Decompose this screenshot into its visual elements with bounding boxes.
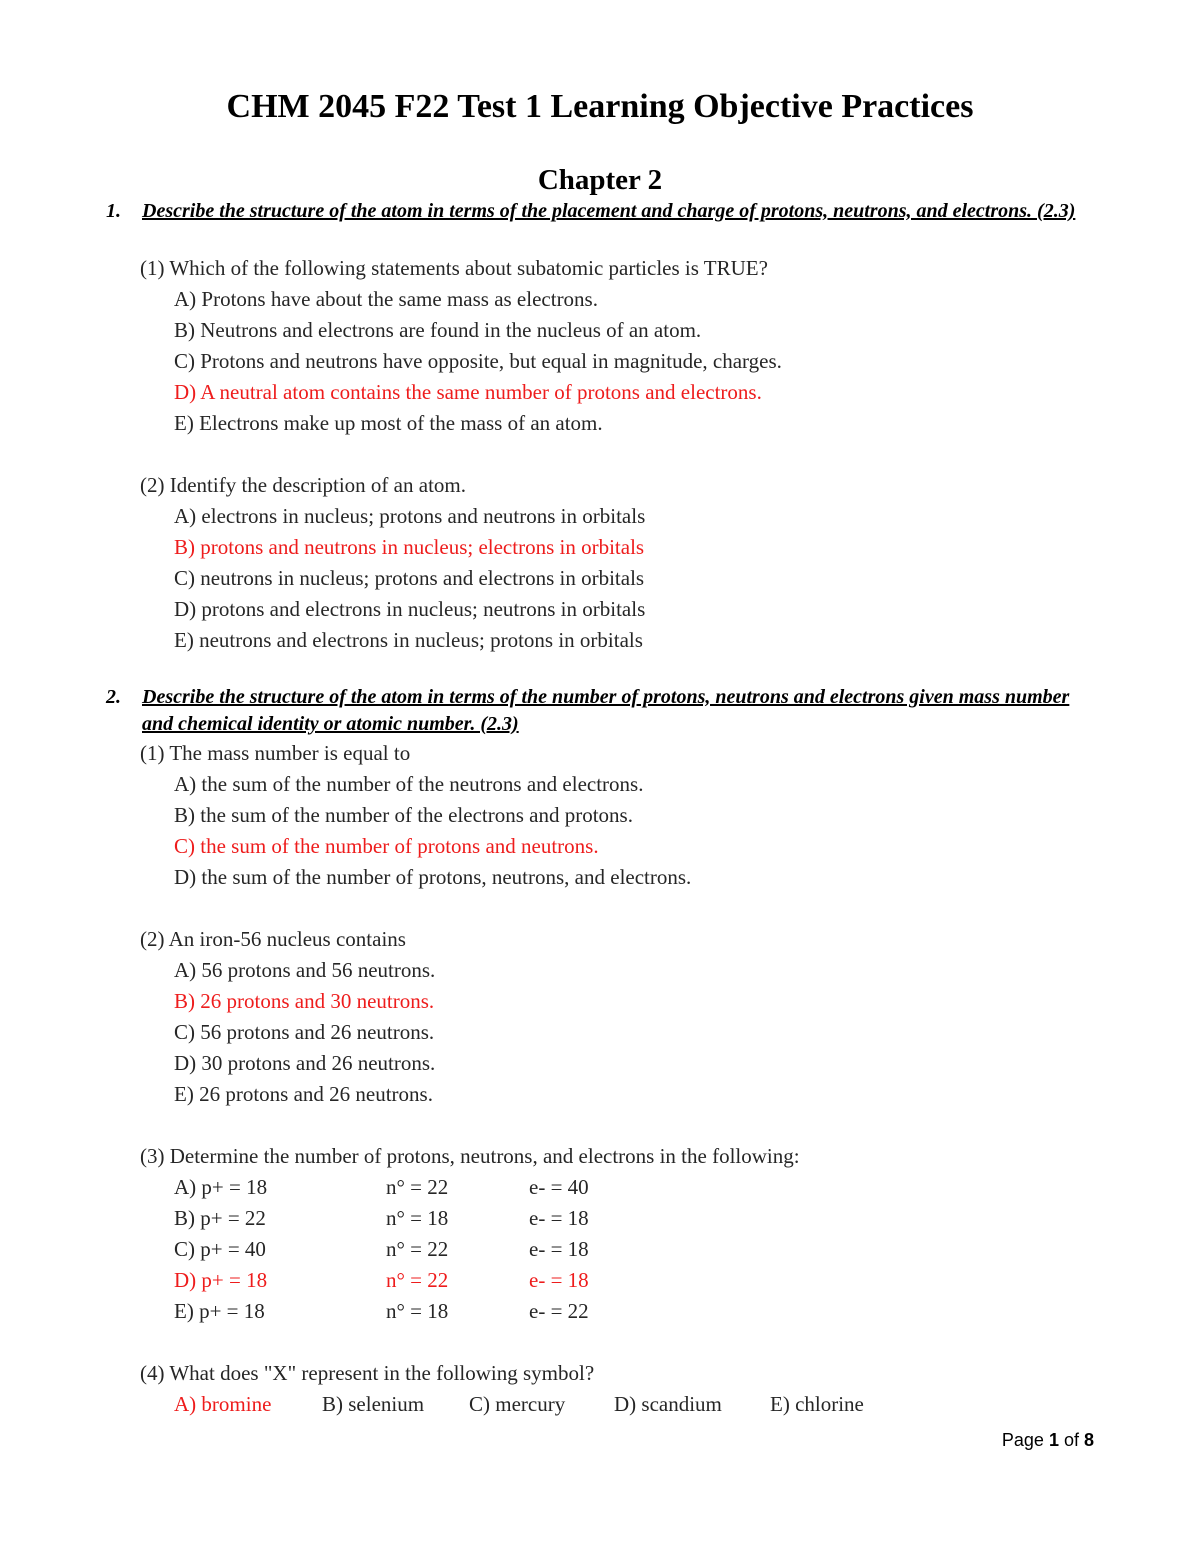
answer-option: D) 30 protons and 26 neutrons. (174, 1051, 436, 1075)
neutrons-cell: n° = 18 (386, 1206, 449, 1230)
protons-cell: B) p+ = 22 (174, 1206, 266, 1230)
electrons-cell: e- = 18 (529, 1206, 589, 1230)
protons-cell: C) p+ = 40 (174, 1237, 266, 1261)
page-footer (1002, 1430, 1094, 1451)
answer-option: E) neutrons and electrons in nucleus; protons in orbitals (174, 628, 643, 652)
question-prompt: (1) The mass number is equal to (140, 741, 411, 765)
answer-option: A) Protons have about the same mass as electrons. (174, 287, 598, 311)
question-prompt: (4) What does "X" represent in the following symbol? (140, 1361, 595, 1385)
question-prompt: (3) Determine the number of protons, neutrons, and electrons in the following: (140, 1144, 800, 1168)
answer-option: C) mercury (469, 1392, 566, 1416)
neutrons-cell: n° = 22 (386, 1268, 449, 1292)
answer-option: D) the sum of the number of protons, neutrons, and electrons. (174, 865, 692, 889)
electrons-cell: e- = 22 (529, 1299, 589, 1323)
correct-answer-option: D) A neutral atom contains the same number of protons and electrons. (174, 380, 762, 404)
correct-answer-option: B) protons and neutrons in nucleus; electrons in orbitals (174, 535, 645, 559)
objective-number: 2. (106, 686, 121, 708)
correct-answer-option: C) the sum of the number of protons and neutrons. (174, 834, 599, 858)
question-prompt: (2) An iron-56 nucleus contains (140, 927, 406, 951)
correct-answer-option: A) bromine (174, 1392, 272, 1416)
document-title: CHM 2045 F22 Test 1 Learning Objective Practices (226, 88, 974, 125)
answer-option: C) neutrons in nucleus; protons and electrons in orbitals (174, 566, 645, 590)
neutrons-cell: n° = 18 (386, 1299, 449, 1323)
neutrons-cell: n° = 22 (386, 1237, 449, 1261)
objective-text: Describe the structure of the atom in terms of the number of protons, neutrons and electrons given mass number and chemical identity or atomic number. (2.3) (142, 686, 1070, 735)
answer-option: A) electrons in nucleus; protons and neutrons in orbitals (174, 504, 646, 528)
answer-option: B) Neutrons and electrons are found in the nucleus of an atom. (174, 318, 702, 342)
answer-option: D) scandium (614, 1392, 722, 1416)
protons-cell: A) p+ = 18 (174, 1175, 268, 1199)
page-of: of (1058, 1430, 1084, 1450)
electrons-cell: e- = 18 (529, 1268, 589, 1292)
electrons-cell: e- = 18 (529, 1237, 589, 1261)
page-number: 1 (1048, 1430, 1059, 1450)
answer-option: B) the sum of the number of the electrons and protons. (174, 803, 633, 827)
protons-cell: E) p+ = 18 (174, 1299, 265, 1323)
protons-cell: D) p+ = 18 (174, 1268, 268, 1292)
correct-answer-option: B) 26 protons and 30 neutrons. (174, 989, 435, 1013)
objective-text: Describe the structure of the atom in terms of the placement and charge of protons, neutrons, and electrons. (2.3) (142, 200, 1076, 222)
answer-option: D) protons and electrons in nucleus; neutrons in orbitals (174, 597, 646, 621)
page-total: 8 (1083, 1430, 1094, 1450)
answer-option: B) selenium (322, 1392, 425, 1416)
answer-option: C) 56 protons and 26 neutrons. (174, 1020, 435, 1044)
chapter-heading: Chapter 2 (537, 164, 663, 196)
answer-option: C) Protons and neutrons have opposite, but equal in magnitude, charges. (174, 349, 782, 373)
neutrons-cell: n° = 22 (386, 1175, 449, 1199)
answer-option: A) the sum of the number of the neutrons and electrons. (174, 772, 644, 796)
answer-option: E) chlorine (770, 1392, 864, 1416)
answer-option: A) 56 protons and 56 neutrons. (174, 958, 436, 982)
answer-option: E) 26 protons and 26 neutrons. (174, 1082, 433, 1106)
page-prefix: Page (1001, 1430, 1049, 1450)
objective-number: 1. (106, 200, 121, 222)
question-prompt: (2) Identify the description of an atom. (140, 473, 466, 497)
question-prompt: (1) Which of the following statements about subatomic particles is TRUE? (140, 256, 768, 280)
electrons-cell: e- = 40 (529, 1175, 589, 1199)
answer-option: E) Electrons make up most of the mass of an atom. (174, 411, 603, 435)
